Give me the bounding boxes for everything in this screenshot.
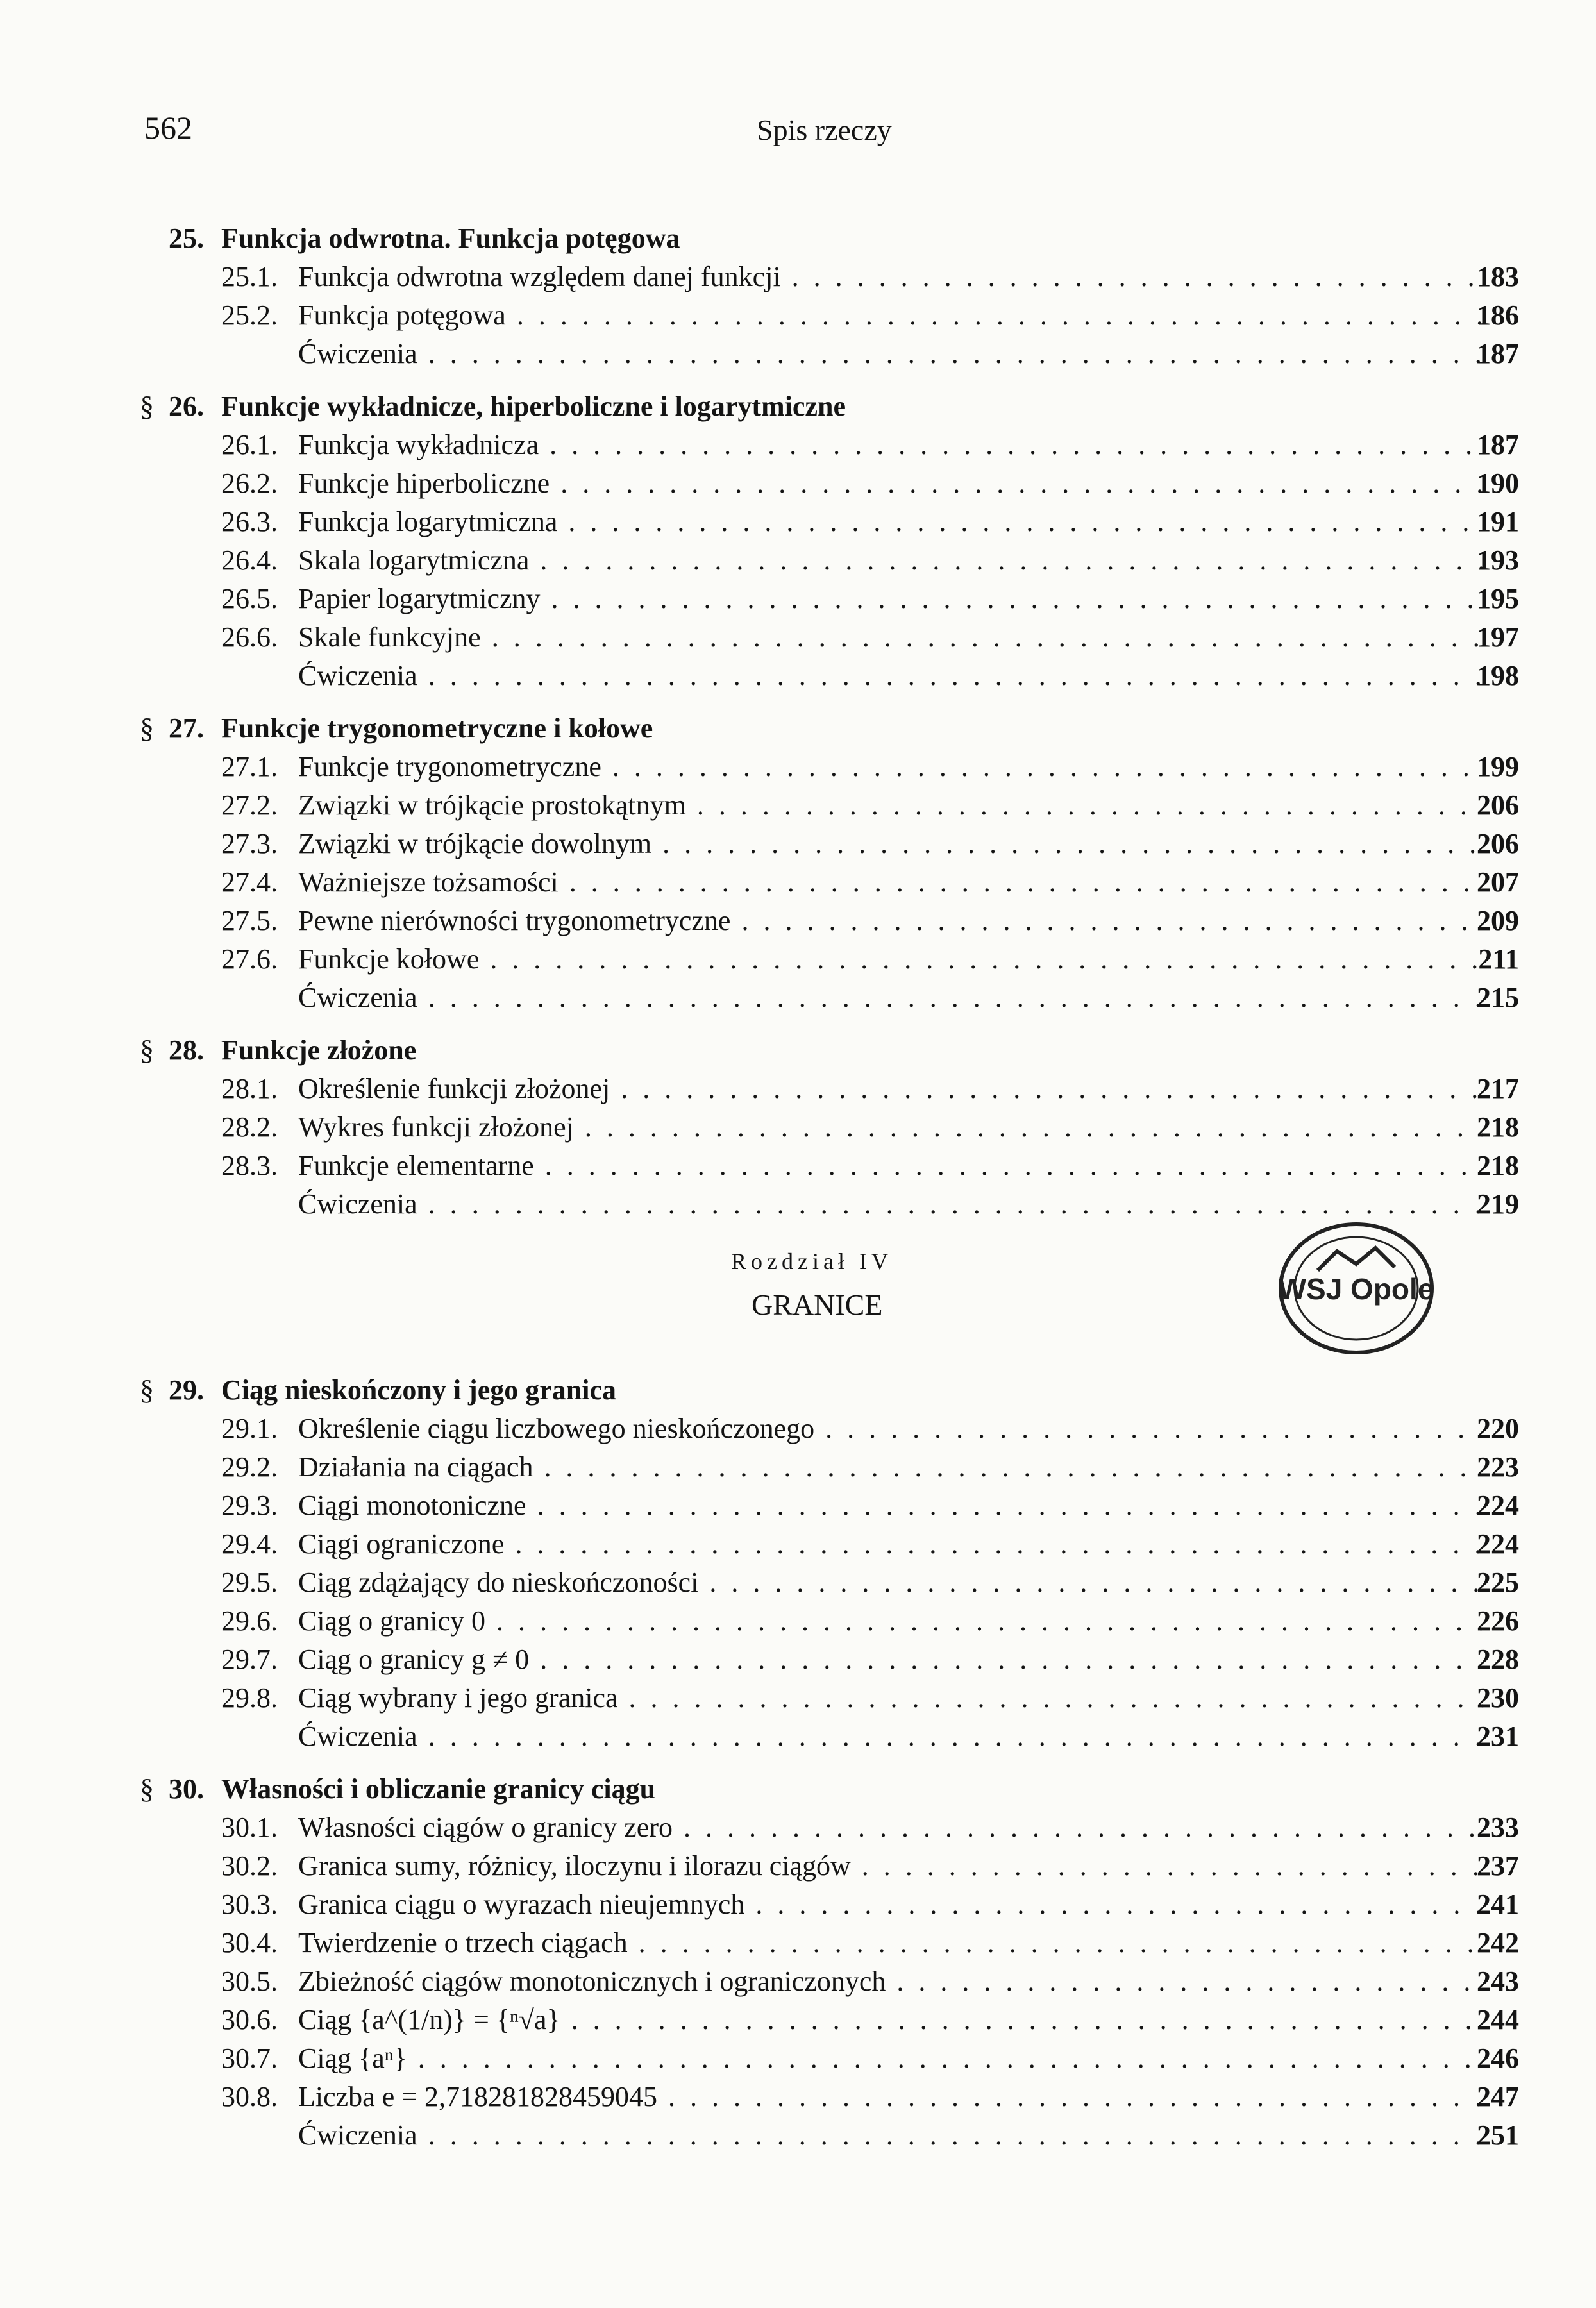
section-title: Własności i obliczanie granicy ciągu [221, 1773, 656, 1805]
section-heading[interactable] [0, 709, 1596, 748]
entry-page: 237 [1477, 1850, 1519, 1882]
entry-number: 30.7. [221, 2043, 278, 2074]
entry-number: 30.2. [221, 1850, 278, 1882]
toc-entry[interactable] [0, 541, 1596, 580]
entry-page: 217 [1477, 1073, 1519, 1104]
toc-entry[interactable] [0, 2078, 1596, 2116]
entry-number: 29.1. [221, 1413, 278, 1444]
entry-page: 187 [1477, 338, 1519, 369]
entry-title: Związki w trójkącie dowolnym . . . [298, 825, 1484, 863]
sections-after-chapter [0, 1371, 1596, 2155]
toc-entry[interactable] [0, 1563, 1596, 1602]
entry-title: Funkcja wykładnicza . . . [298, 426, 1484, 464]
entry-title: Skale funkcyjne . . . [298, 618, 1484, 657]
toc-entry[interactable] [0, 863, 1596, 902]
entry-title: Ciąg zdążający do nieskończoności . . . [298, 1563, 1484, 1602]
entry-page: 197 [1477, 621, 1519, 653]
section-title: Ciąg nieskończony i jego granica [221, 1374, 616, 1406]
entry-number: 29.3. [221, 1490, 278, 1521]
section-title: Funkcje trygonometryczne i kołowe [221, 712, 653, 744]
entry-number: 29.5. [221, 1567, 278, 1598]
entry-number: 26.1. [221, 429, 278, 460]
entry-title: Skala logarytmiczna . . . [298, 541, 1484, 580]
paragraph-sign: § [140, 1034, 154, 1066]
entry-page: 206 [1477, 828, 1519, 859]
section-heading[interactable] [0, 1371, 1596, 1410]
entry-page: 228 [1477, 1644, 1519, 1675]
entry-title: Funkcja logarytmiczna . . . [298, 503, 1484, 541]
toc-entry[interactable] [0, 1108, 1596, 1147]
toc-section [0, 219, 1596, 373]
entry-number: 26.2. [221, 467, 278, 499]
entry-number: 29.2. [221, 1451, 278, 1483]
entry-title: Funkcja odwrotna względem danej funkcji . . . [298, 258, 1484, 296]
toc-entry[interactable] [0, 657, 1596, 695]
toc-entry[interactable] [0, 464, 1596, 503]
toc-entry[interactable] [0, 940, 1596, 979]
entry-page: 247 [1477, 2081, 1519, 2112]
entry-page: 190 [1477, 467, 1519, 499]
section-number: 30. [169, 1773, 204, 1805]
library-stamp [1266, 1213, 1446, 1360]
entry-page: 193 [1477, 544, 1519, 576]
entry-title: Ciąg o granicy 0 . . . [298, 1602, 1484, 1640]
toc-entry[interactable] [0, 902, 1596, 940]
page-number: 562 [144, 110, 192, 146]
running-title: Spis rzeczy [757, 114, 892, 146]
entry-number: 27.6. [221, 943, 278, 975]
entry-title: Własności ciągów o granicy zero . . . [298, 1808, 1484, 1847]
entry-title: Określenie funkcji złożonej . . . [298, 1070, 1484, 1108]
entry-page: 244 [1477, 2004, 1519, 2035]
entry-page: 187 [1477, 429, 1519, 460]
entry-number: 27.2. [221, 789, 278, 821]
entry-number: 29.8. [221, 1682, 278, 1714]
entry-page: 225 [1477, 1567, 1519, 1598]
entry-page: 191 [1477, 506, 1519, 537]
entry-number: 27.3. [221, 828, 278, 859]
section-heading[interactable] [0, 219, 1596, 258]
section-heading[interactable] [0, 387, 1596, 426]
entry-page: 195 [1477, 583, 1519, 614]
paragraph-sign: § [140, 1773, 154, 1805]
section-title: Funkcje złożone [221, 1034, 417, 1066]
toc-entry[interactable] [0, 1885, 1596, 1924]
entry-page: 209 [1477, 905, 1519, 936]
section-title: Funkcje wykładnicze, hiperboliczne i logarytmiczne [221, 391, 846, 422]
toc-entry[interactable] [0, 1679, 1596, 1717]
entry-page: 242 [1477, 1927, 1519, 1958]
entry-title: Ważniejsze tożsamości . . . [298, 863, 1484, 902]
entry-title: Określenie ciągu liczbowego nieskończonego . . . [298, 1410, 1484, 1448]
toc-entry[interactable] [0, 786, 1596, 825]
chapter-title: GRANICE [752, 1288, 883, 1321]
entry-number: 29.6. [221, 1605, 278, 1637]
toc-entry[interactable] [0, 2001, 1596, 2039]
entry-number: 29.7. [221, 1644, 278, 1675]
toc-section [0, 1031, 1596, 1224]
entry-page: 231 [1477, 1721, 1519, 1752]
sections-before-chapter [0, 219, 1596, 1224]
entry-page: 241 [1477, 1889, 1519, 1920]
toc-entry[interactable] [0, 1924, 1596, 1962]
toc-entry[interactable] [0, 258, 1596, 296]
entry-number: 26.5. [221, 583, 278, 614]
toc-entry[interactable] [0, 335, 1596, 373]
entry-title: Ćwiczenia . . . [298, 1717, 1484, 1756]
entry-number: 29.4. [221, 1528, 278, 1560]
entry-number: 30.8. [221, 2081, 278, 2112]
entry-title: Ćwiczenia . . . [298, 335, 1484, 373]
toc-entry[interactable] [0, 1487, 1596, 1525]
stamp-text: WSJ Opole [1278, 1272, 1434, 1306]
toc-entry[interactable] [0, 1147, 1596, 1185]
entry-page: 219 [1477, 1188, 1519, 1220]
entry-number: 28.3. [221, 1150, 278, 1181]
entry-page: 186 [1477, 299, 1519, 331]
toc-section [0, 709, 1596, 1017]
entry-number: 28.2. [221, 1111, 278, 1143]
toc-entry[interactable] [0, 1525, 1596, 1563]
entry-title: Funkcje kołowe . . . [298, 940, 1484, 979]
entry-page: 211 [1478, 943, 1519, 975]
entry-title: Funkcje hiperboliczne . . . [298, 464, 1484, 503]
toc-entry[interactable] [0, 1070, 1596, 1108]
toc-entry[interactable] [0, 1448, 1596, 1487]
paragraph-sign: § [140, 1374, 154, 1406]
entry-number: 30.3. [221, 1889, 278, 1920]
entry-title: Funkcje elementarne . . . [298, 1147, 1484, 1185]
toc-entry[interactable] [0, 1962, 1596, 2001]
toc-entry[interactable] [0, 1640, 1596, 1679]
entry-title: Ciąg {aⁿ} . . . [298, 2039, 1484, 2078]
entry-title: Działania na ciągach . . . [298, 1448, 1484, 1487]
entry-page: 224 [1477, 1490, 1519, 1521]
entry-page: 233 [1477, 1812, 1519, 1843]
toc-entry[interactable] [0, 618, 1596, 657]
toc-section [0, 1371, 1596, 1756]
toc-section [0, 387, 1596, 695]
paragraph-sign: § [140, 391, 154, 422]
entry-title: Ciągi ograniczone . . . [298, 1525, 1484, 1563]
entry-page: 220 [1477, 1413, 1519, 1444]
entry-title: Papier logarytmiczny . . . [298, 580, 1484, 618]
entry-title: Ciąg o granicy g ≠ 0 . . . [298, 1640, 1484, 1679]
entry-page: 223 [1477, 1451, 1519, 1483]
toc-entry[interactable] [0, 2116, 1596, 2155]
entry-page: 251 [1477, 2119, 1519, 2151]
toc-entry[interactable] [0, 503, 1596, 541]
entry-title: Twierdzenie o trzech ciągach . . . [298, 1924, 1484, 1962]
entry-title: Ciągi monotoniczne . . . [298, 1487, 1484, 1525]
entry-number: 27.1. [221, 751, 278, 782]
entry-number: 25.1. [221, 261, 278, 292]
entry-page: 243 [1477, 1966, 1519, 1997]
toc-entry[interactable] [0, 1717, 1596, 1756]
toc-entry[interactable] [0, 1847, 1596, 1885]
toc-entry[interactable] [0, 825, 1596, 863]
toc-entry[interactable] [0, 426, 1596, 464]
entry-page: 230 [1477, 1682, 1519, 1714]
toc-entry[interactable] [0, 296, 1596, 335]
section-number: 27. [169, 712, 204, 744]
entry-page: 218 [1477, 1111, 1519, 1143]
entry-number: 26.4. [221, 544, 278, 576]
entry-page: 224 [1477, 1528, 1519, 1560]
entry-number: 28.1. [221, 1073, 278, 1104]
entry-title: Funkcja potęgowa . . . [298, 296, 1484, 335]
entry-title: Ciąg wybrany i jego granica . . . [298, 1679, 1484, 1717]
chapter-heading [0, 1248, 1596, 1357]
entry-title: Funkcje trygonometryczne . . . [298, 748, 1484, 786]
entry-number: 30.1. [221, 1812, 278, 1843]
toc-entry[interactable] [0, 979, 1596, 1017]
entry-page: 207 [1477, 866, 1519, 898]
entry-number: 26.3. [221, 506, 278, 537]
entry-page: 215 [1477, 982, 1519, 1013]
entry-title: Granica sumy, różnicy, iloczynu i ilorazu ciągów . . . [298, 1847, 1484, 1885]
toc-entry[interactable] [0, 1410, 1596, 1448]
entry-title: Granica ciągu o wyrazach nieujemnych . . . [298, 1885, 1484, 1924]
toc-section [0, 1770, 1596, 2155]
entry-page: 206 [1477, 789, 1519, 821]
paragraph-sign: § [140, 712, 154, 744]
entry-number: 30.4. [221, 1927, 278, 1958]
section-number: 25. [169, 223, 204, 254]
section-number: 26. [169, 391, 204, 422]
entry-number: 25.2. [221, 299, 278, 331]
entry-title: Ćwiczenia . . . [298, 2116, 1484, 2155]
toc-entry[interactable] [0, 1602, 1596, 1640]
toc-entry[interactable] [0, 748, 1596, 786]
section-heading[interactable] [0, 1770, 1596, 1808]
entry-title: Ćwiczenia . . . [298, 657, 1484, 695]
entry-title: Wykres funkcji złożonej . . . [298, 1108, 1484, 1147]
entry-title: Zbieżność ciągów monotonicznych i ograniczonych . . . [298, 1962, 1484, 2001]
entry-page: 226 [1477, 1605, 1519, 1637]
chapter-label: Rozdział IV [731, 1249, 893, 1274]
entry-page: 198 [1477, 660, 1519, 691]
entry-page: 183 [1477, 261, 1519, 292]
entry-number: 27.5. [221, 905, 278, 936]
page-header [0, 109, 1596, 154]
table-of-contents [0, 205, 1596, 2155]
entry-title: Związki w trójkącie prostokątnym . . . [298, 786, 1484, 825]
entry-title: Ćwiczenia . . . [298, 1185, 1484, 1224]
entry-number: 26.6. [221, 621, 278, 653]
section-title: Funkcja odwrotna. Funkcja potęgowa [221, 223, 680, 254]
section-number: 28. [169, 1034, 204, 1066]
section-number: 29. [169, 1374, 204, 1406]
section-heading[interactable] [0, 1031, 1596, 1070]
toc-entry[interactable] [0, 580, 1596, 618]
toc-entry[interactable] [0, 2039, 1596, 2078]
entry-page: 199 [1477, 751, 1519, 782]
entry-title: Liczba e = 2,718281828459045 . . . [298, 2078, 1484, 2116]
toc-entry[interactable] [0, 1808, 1596, 1847]
entry-number: 30.6. [221, 2004, 278, 2035]
entry-title: Pewne nierówności trygonometryczne . . . [298, 902, 1484, 940]
entry-title: Ciąg {a^(1/n)} = {ⁿ√a} . . . [298, 2001, 1484, 2039]
entry-number: 27.4. [221, 866, 278, 898]
entry-page: 218 [1477, 1150, 1519, 1181]
entry-number: 30.5. [221, 1966, 278, 1997]
entry-title: Ćwiczenia . . . [298, 979, 1484, 1017]
entry-page: 246 [1477, 2043, 1519, 2074]
